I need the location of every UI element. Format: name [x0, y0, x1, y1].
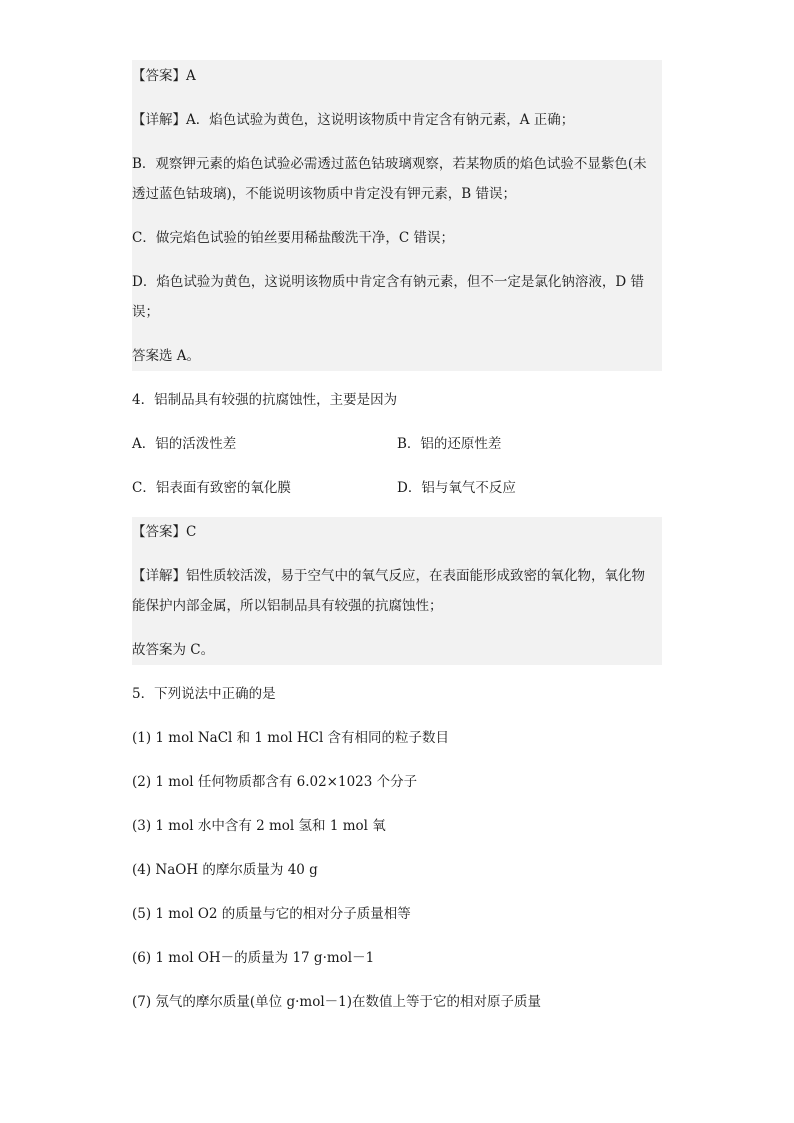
- q4-option-c: C．铝表面有致密的氧化膜: [132, 480, 291, 496]
- q4-stem: 4．铝制品具有较强的抗腐蚀性，主要是因为: [132, 392, 398, 408]
- q4-options-row-2: [132, 473, 662, 503]
- q5-item-6: (6) 1 mol OH－的质量为 17 g·mol－1: [132, 950, 375, 966]
- document-page: [132, 60, 662, 1017]
- q3-conclusion: 答案选 A。: [132, 348, 201, 364]
- q4-detail-2: 能保护内部金属，所以铝制品具有较强的抗腐蚀性；: [132, 598, 443, 614]
- q5-item-2: (2) 1 mol 任何物质都含有 6.02×1023 个分子: [132, 774, 418, 790]
- q3-detail-b-1: B．观察钾元素的焰色试验必需透过蓝色钴玻璃观察，若某物质的焰色试验不显紫色(未: [132, 156, 647, 172]
- q5-item-5: (5) 1 mol O2 的质量与它的相对分子质量相等: [132, 906, 411, 922]
- q4-option-b: B．铝的还原性差: [397, 436, 502, 452]
- q3-detail-c: C．做完焰色试验的铂丝要用稀盐酸洗干净，C 错误；: [132, 230, 454, 246]
- q5-item-7: (7) 氖气的摩尔质量(单位 g·mol－1)在数值上等于它的相对原子质量: [132, 994, 542, 1010]
- q5-item-1: (1) 1 mol NaCl 和 1 mol HCl 含有相同的粒子数目: [132, 730, 450, 746]
- q4-conclusion: 故答案为 C。: [132, 642, 215, 658]
- q3-detail-b-2: 透过蓝色钴玻璃)，不能说明该物质中肯定没有钾元素，B 错误；: [132, 186, 516, 202]
- q4-answer-block: [132, 517, 662, 665]
- q3-detail-d-2: 误；: [132, 304, 159, 320]
- q3-detail-a: 【详解】A．焰色试验为黄色，这说明该物质中肯定含有钠元素，A 正确；: [132, 112, 575, 128]
- q4-detail-1: 【详解】铝性质较活泼，易于空气中的氧气反应，在表面能形成致密的氧化物，氧化物: [132, 568, 645, 584]
- q5-stem: 5．下列说法中正确的是: [132, 686, 276, 702]
- q5-item-3: (3) 1 mol 水中含有 2 mol 氢和 1 mol 氧: [132, 818, 386, 834]
- q4-options-row-1: [132, 429, 662, 459]
- q5-item-4: (4) NaOH 的摩尔质量为 40 g: [132, 862, 318, 878]
- q4-option-d: D．铝与氧气不反应: [397, 480, 516, 496]
- q3-answer-line: 【答案】A: [132, 68, 196, 84]
- q4-question: [132, 385, 662, 503]
- q4-answer-line: 【答案】C: [132, 524, 197, 540]
- q4-option-a: A．铝的活泼性差: [132, 436, 237, 452]
- q5-question: [132, 679, 662, 1017]
- q3-answer-block: [132, 60, 662, 371]
- q3-detail-d-1: D．焰色试验为黄色，这说明该物质中肯定含有钠元素，但不一定是氯化钠溶液，D 错: [132, 274, 644, 290]
